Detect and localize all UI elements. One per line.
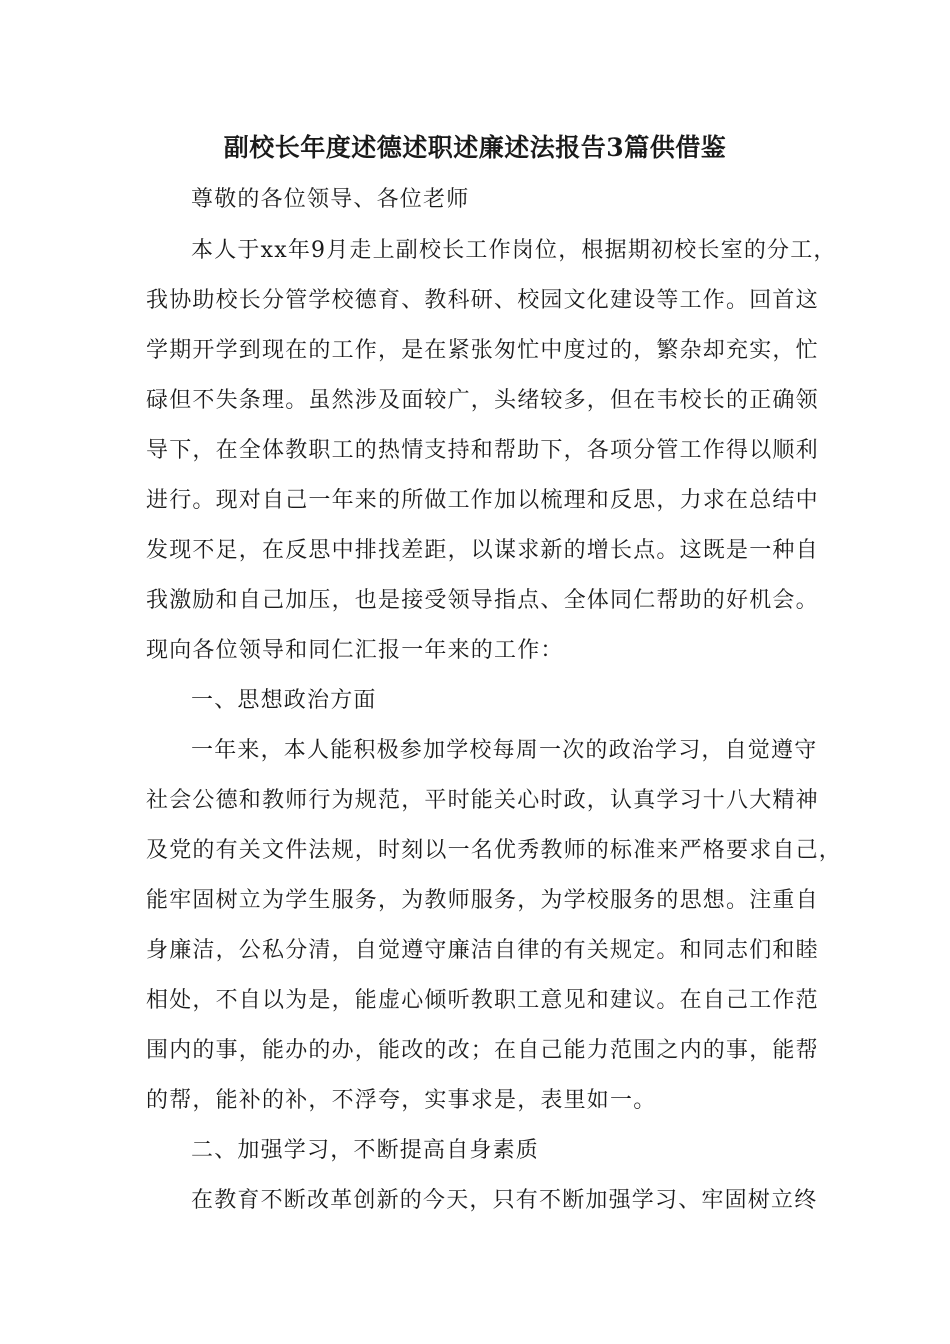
paragraph-line: 我协助校长分管学校德育、教科研、校园文化建设等工作。回首这 bbox=[146, 288, 819, 313]
paragraph-line: 及党的有关文件法规，时刻以一名优秀教师的标准来严格要求自己， bbox=[146, 838, 843, 863]
paragraph-line: 社会公德和教师行为规范，平时能关心时政，认真学习十八大精神 bbox=[146, 788, 819, 813]
paragraph-line: 围内的事，能办的办，能改的改；在自己能力范围之内的事，能帮 bbox=[146, 1038, 819, 1063]
paragraph-line: 碌但不失条理。虽然涉及面较广，头绪较多，但在韦校长的正确领 bbox=[146, 388, 819, 413]
paragraph-line: 相处，不自以为是，能虚心倾听教职工意见和建议。在自己工作范 bbox=[146, 988, 819, 1013]
paragraph-line: 在教育不断改革创新的今天，只有不断加强学习、牢固树立终 bbox=[191, 1188, 818, 1213]
paragraph-line: 能牢固树立为学生服务，为教师服务，为学校服务的思想。注重自 bbox=[146, 888, 819, 913]
paragraph-line: 我激励和自己加压，也是接受领导指点、全体同仁帮助的好机会。 bbox=[146, 588, 819, 613]
paragraph-line: 的帮，能补的补，不浮夸，实事求是，表里如一。 bbox=[146, 1088, 657, 1113]
paragraph-line: 发现不足，在反思中排找差距，以谋求新的增长点。这既是一种自 bbox=[146, 538, 819, 563]
paragraph-line: 学期开学到现在的工作，是在紧张匆忙中度过的，繁杂却充实，忙 bbox=[146, 338, 819, 363]
paragraph-line: 导下，在全体教职工的热情支持和帮助下，各项分管工作得以顺利 bbox=[146, 438, 819, 463]
section-heading: 二、加强学习，不断提高自身素质 bbox=[191, 1138, 540, 1163]
paragraph-line: 身廉洁，公私分清，自觉遵守廉洁自律的有关规定。和同志们和睦 bbox=[146, 938, 819, 963]
document-title: 副校长年度述德述职述廉述法报告3篇供借鉴 bbox=[223, 133, 727, 162]
paragraph-line: 现向各位领导和同仁汇报一年来的工作： bbox=[146, 638, 564, 663]
paragraph-line: 进行。现对自己一年来的所做工作加以梳理和反思，力求在总结中 bbox=[146, 488, 819, 513]
section-heading: 一、思想政治方面 bbox=[191, 688, 377, 713]
paragraph-line: 一年来，本人能积极参加学校每周一次的政治学习，自觉遵守 bbox=[191, 738, 818, 763]
paragraph-line: 本人于xx年9月走上副校长工作岗位，根据期初校长室的分工， bbox=[191, 238, 837, 263]
salutation: 尊敬的各位领导、各位老师 bbox=[191, 187, 470, 212]
